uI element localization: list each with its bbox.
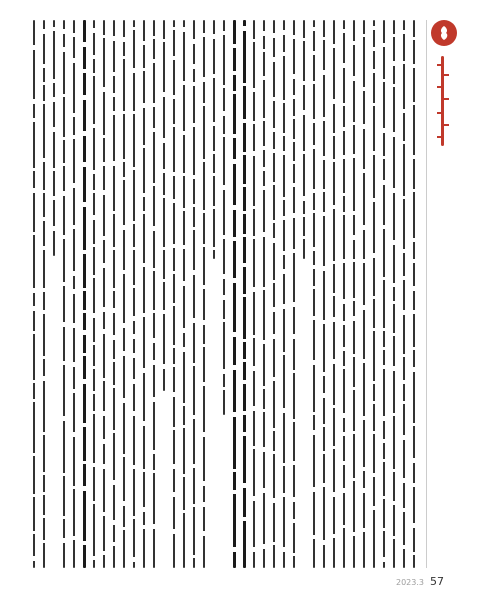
script-line (183, 20, 185, 568)
script-line (313, 20, 315, 568)
issue-label: 2023.3 (396, 578, 424, 587)
script-line (223, 20, 225, 415)
script-line (413, 20, 415, 568)
script-line (243, 20, 246, 568)
script-line (53, 20, 55, 256)
script-line (103, 20, 105, 568)
script-line (253, 20, 255, 568)
script-line (193, 20, 195, 568)
script-line (153, 20, 155, 568)
vertical-script-body (28, 20, 420, 568)
script-line (283, 20, 285, 568)
script-line (163, 20, 165, 391)
script-line (213, 20, 215, 259)
script-line (383, 20, 385, 568)
script-line (83, 20, 86, 568)
script-line (43, 20, 45, 568)
script-line (353, 20, 355, 568)
page-number: 57 (430, 575, 444, 588)
script-line (373, 20, 375, 568)
journal-emblem-icon (431, 20, 457, 46)
script-line (73, 20, 75, 568)
script-line (333, 20, 335, 568)
script-line (143, 20, 145, 568)
script-line (403, 20, 405, 568)
script-line (363, 20, 365, 568)
script-line (233, 20, 236, 568)
script-line (93, 20, 95, 568)
script-line (393, 20, 395, 568)
script-line (33, 20, 35, 568)
script-line (63, 20, 65, 568)
script-line (303, 20, 305, 259)
script-line (293, 20, 295, 568)
journal-title-script (435, 56, 451, 146)
script-line (173, 20, 175, 568)
script-line (133, 20, 135, 568)
page-footer (396, 575, 444, 591)
script-line (273, 20, 275, 568)
script-line (263, 20, 265, 568)
script-line (123, 20, 125, 568)
script-line (343, 20, 345, 568)
script-line (113, 20, 115, 568)
running-header (427, 20, 459, 568)
script-line (323, 20, 325, 568)
script-line (203, 20, 205, 568)
